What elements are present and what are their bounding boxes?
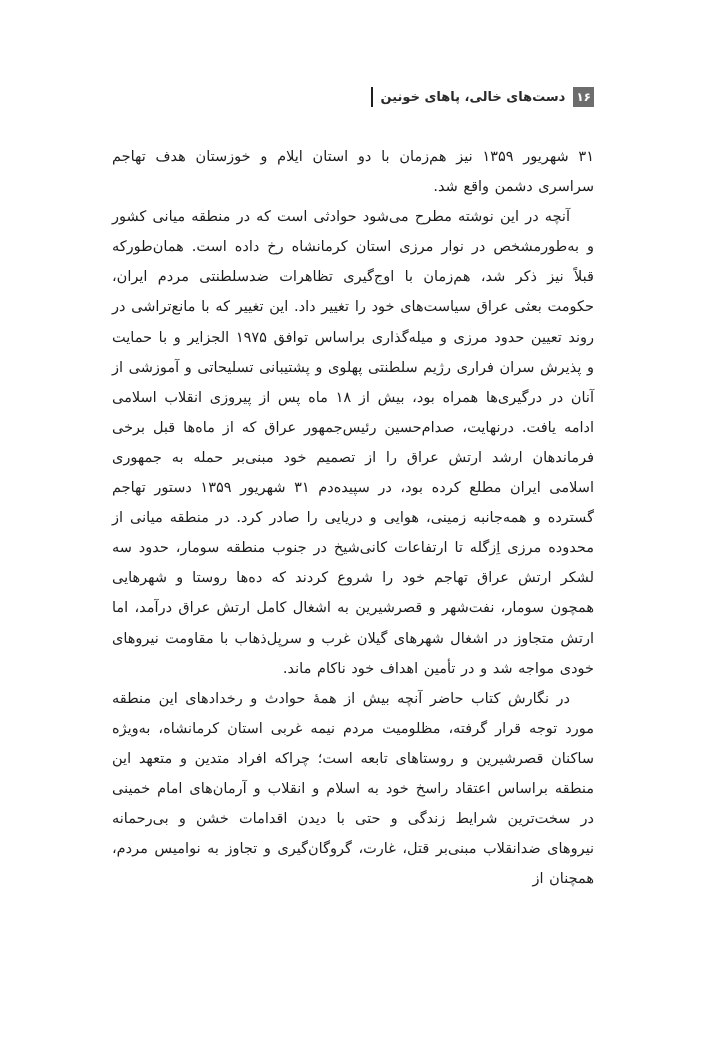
paragraph-3: در نگارش کتاب حاضر آنچه بیش از همهٔ حوادث و رخدادهای این منطقه مورد توجه قرار گرفته، مظلومیت مردم نیمه غربی استان کرمانشاه، به‌ویژه ساکنان قصرشیرین و روستاهای تابعه است؛ چراکه افراد متدین و متعهد این منطقه براساس اعتقاد راسخ خود به اسلام و انقلاب و آرمان‌های امام خمینی در سخت‌ترین شرایط زندگی و حتی با دیدن اقدامات خشن و بی‌رحمانه نیروهای ضدانقلاب مبنی‌بر قتل، غارت، گروگان‌گیری و تجاوز به نوامیس مردم، همچنان از [112,690,594,888]
paragraph-1: ۳۱ شهریور ۱۳۵۹ نیز هم‌زمان با دو استان ایلام و خوزستان هدف تهاجم سراسری دشمن واقع شد. [112,149,594,196]
page-number: ۱۶ [573,87,594,107]
body-text [112,142,594,894]
paragraph-2: آنچه در این نوشته مطرح می‌شود حوادثی است که در منطقه میانی کشور و به‌طورمشخص در نوار مرزی استان کرمانشاه رخ داده است. همان‌طورکه قبلاً نیز ذکر شد، هم‌زمان با اوج‌گیری تظاهرات ضدسلطنتی مردم ایران، حکومت بعثی عراق سیاست‌های خود را تغییر داد. این تغییر که با مانع‌تراشی در روند تعیین حدود مرزی و میله‌گذاری براساس توافق ۱۹۷۵ الجزایر و با حمایت و پذیرش سران فراری رژیم سلطنتی پهلوی و پشتیبانی تسلیحاتی و آموزشی از آنان در درگیری‌ها همراه بود، بیش از ۱۸ ماه پس از پیروزی انقلاب اسلامی ادامه یافت. درنهایت، صدام‌حسین رئیس‌جمهور عراق که از ماه‌ها قبل برخی فرماندهان ارشد ارتش عراق را از تصمیم خود مبنی‌بر حمله به جمهوری اسلامی ایران مطلع کرده بود، در سپیده‌دم ۳۱ شهریور ۱۳۵۹ دستور تهاجم گسترده و همه‌جانبه زمینی، هوایی و دریایی را صادر کرد. در منطقه میانی از محدوده مرزی اِزگله تا ارتفاعات کانی‌شیخ در جنوب منطقه سومار، حدود سه لشکر ارتش عراق تهاجم خود را شروع کردند که ده‌ها روستا و شهرهایی همچون سومار، نفت‌شهر و قصرشیرین به اشغال کامل ارتش عراق درآمد، اما ارتش متجاوز در اشغال شهرهای گیلان غرب و سرپل‌ذهاب با مقاومت نیروهای خودی مواجه شد و در تأمین اهداف خود ناکام ماند. [112,209,594,677]
running-header [371,86,594,108]
header-divider [371,87,373,107]
running-title: دست‌های خالی، پاهای خونین [380,89,566,105]
